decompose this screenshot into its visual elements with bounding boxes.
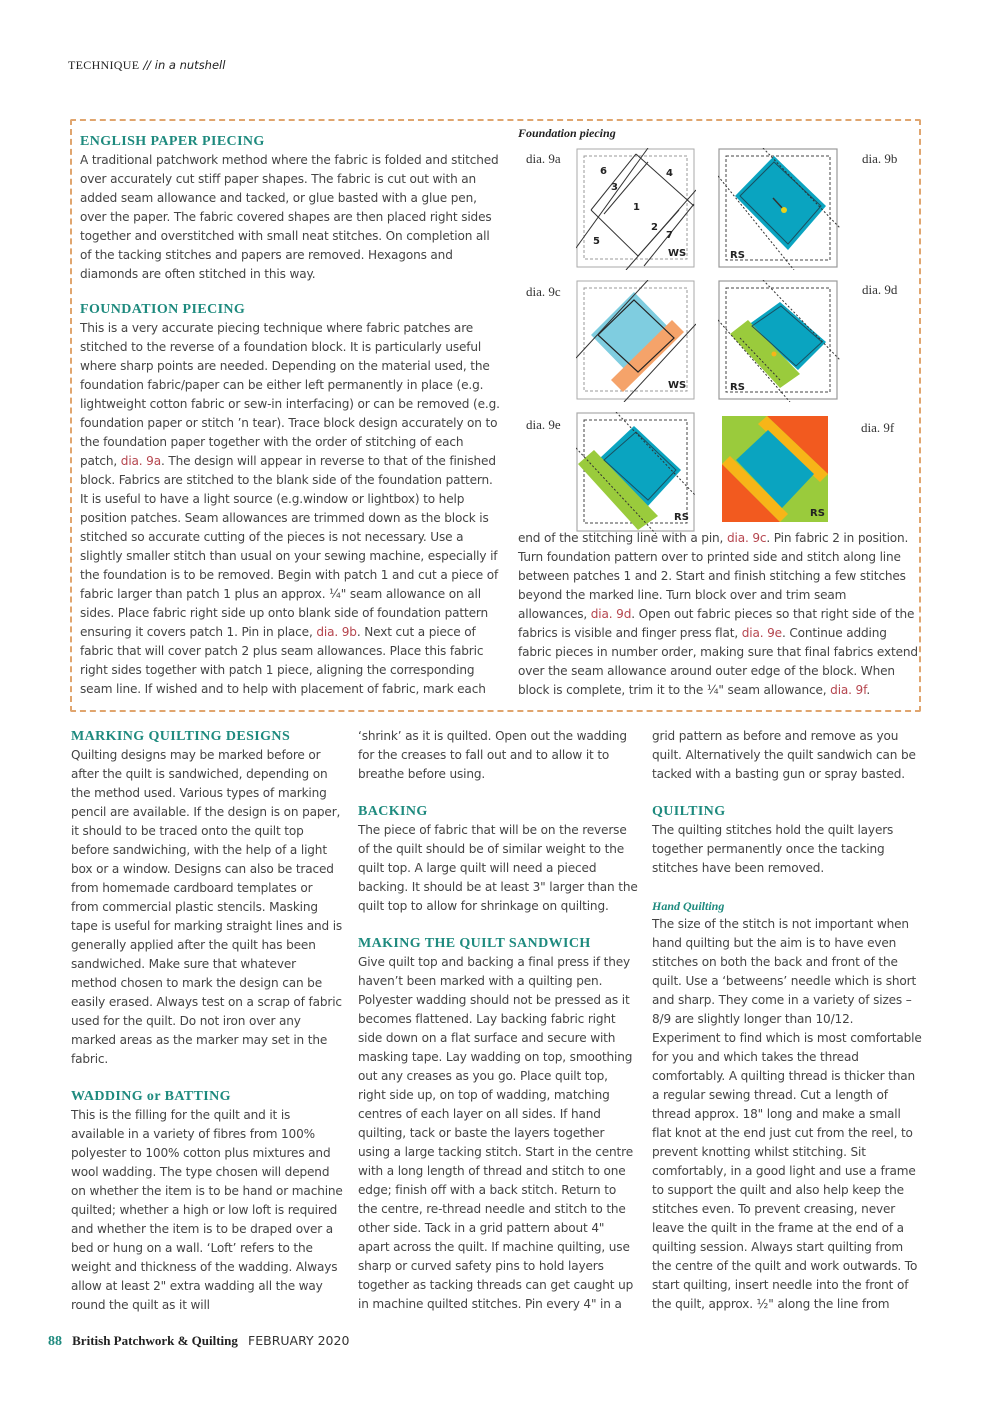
- diagram-9e: [576, 412, 696, 534]
- column-2: [358, 727, 638, 1314]
- heading-quilt-sandwich: MAKING THE QUILT SANDWICH: [358, 936, 591, 951]
- svg-text:RS: RS: [730, 250, 745, 261]
- svg-text:WS: WS: [668, 248, 687, 259]
- svg-text:7: 7: [666, 230, 673, 241]
- fp-text-7: . Continue adding fabric pieces in number order, making sure that final fabrics extend over the seam allowance around outer edge of the block. When block is complete, trim it to the ¼" seam allowance,: [518, 626, 918, 697]
- label-dia-9c: dia. 9c: [526, 284, 561, 299]
- header-separator: //: [143, 58, 151, 72]
- running-header: [68, 58, 225, 73]
- ref-dia-9c[interactable]: dia. 9c: [726, 531, 767, 545]
- column-1: [71, 728, 343, 1315]
- label-dia-9d: dia. 9d: [862, 282, 898, 297]
- fp-text-2: . The design will appear in reverse to that of the finished block. Fabrics are stitched to the blank side of the foundation pattern. It is useful to have a light source (e.g.window or lightbox) to help position patches. Seam allowances are trimmed down as the block is stitched so accurate cutting of the pieces is not necessary. Use a slightly smaller stitch than usual on your sewing machine, especially if the foundation is to be removed. Begin with patch 1 and cut a piece of fabric larger than patch 1 plus an approx. ¼" seam allowance on all sides. Place fabric right side up onto blank side of foundation pattern ensuring it covers patch 1. Pin in place,: [80, 454, 499, 639]
- svg-text:WS: WS: [668, 380, 687, 391]
- svg-text:RS: RS: [674, 512, 689, 523]
- heading-wadding: WADDING or BATTING: [71, 1089, 231, 1104]
- fp-text-6: . Open out fabric pieces so that right side of the fabrics is visible and finger press flat,: [518, 607, 915, 640]
- ref-dia-9f[interactable]: dia. 9f: [830, 683, 867, 697]
- fp-text-5: . Pin fabric 2 in position. Turn foundation pattern over to printed side and stitch along line between patches 1 and 2. Start and finish stitching a few stitches beyond the marked line. Turn block over and trim seam allowances,: [518, 531, 909, 621]
- fp-text-4: end of the stitching line with a pin,: [518, 531, 727, 545]
- svg-text:4: 4: [666, 168, 673, 179]
- diagram-9d: [718, 280, 840, 402]
- label-dia-9e: dia. 9e: [526, 417, 561, 432]
- svg-text:RS: RS: [730, 382, 745, 393]
- diagram-9c: [576, 280, 696, 402]
- ref-dia-9d[interactable]: dia. 9d: [590, 607, 632, 621]
- svg-text:3: 3: [611, 182, 618, 193]
- section-label: TECHNIQUE: [68, 58, 140, 72]
- svg-text:5: 5: [593, 236, 600, 247]
- foundation-piecing-body: [80, 319, 504, 699]
- fp-text-3: . Next cut a piece of fabric that will cover patch 2 plus seam allowances. Place this fabric right sides together with patch 1 piece, aligning the corresponding seam line. If wished and to help with placement of fabric, mark each: [80, 625, 486, 696]
- sandwich-continued: grid pattern as before and remove as you quilt. Alternatively the quilt sandwich can be tacked with a basting gun or spray basted.: [652, 729, 916, 781]
- header-subtitle: in a nutshell: [154, 58, 226, 72]
- fp-text-8: .: [866, 683, 871, 697]
- quilting-body: The quilting stitches hold the quilt layers together permanently once the tacking stitches have been removed.: [652, 823, 894, 875]
- sandwich-body: Give quilt top and backing a final press if they haven’t been marked with a quilting pen. Polyester wadding should not be pressed as it becomes flattened. Lay backing fabric right side down on a flat surface and secure with masking tape. Lay wadding on top, smoothing out any creases as you go. Place quilt top, right side up, on top of wadding, matching centres of each layer on all sides. If hand quilting, tack or baste the layers together using a large tacking stitch. Start in the centre with a long length of thread and stitch to one edge; finish off with a back stitch. Return to the centre, re-thread needle and stitch to the other side. Tack in a grid pattern about 4" apart across the quilt. If machine quilting, use sharp or curved safety pins to hold layers together as tacking threads can get caught up in machine quilted stitches. Pin every 4" in a: [358, 955, 634, 1311]
- english-paper-piecing-body: A traditional patchwork method where the fabric is folded and stitched over accurately cut stiff paper shapes. The fabric is cut out with an added seam allowance and tacked, or glue basted with a glue pen, over the paper. The fabric covered shapes are then placed right sides together and overstitched with small neat stitches. On completion all of the tacking stitches and papers are removed. Hexagons and diamonds are often stitched in this way.: [80, 153, 499, 281]
- svg-text:2: 2: [651, 222, 658, 233]
- diagram-9a: [576, 148, 696, 270]
- boxed-left-column: [80, 133, 504, 699]
- wadding-continued: ‘shrink’ as it is quilted. Open out the wadding for the creases to fall out and to allow it to breathe before using.: [358, 729, 627, 781]
- label-dia-9a: dia. 9a: [526, 151, 561, 166]
- ref-dia-9a[interactable]: dia. 9a: [120, 454, 161, 468]
- fp-text-1: This is a very accurate piecing technique where fabric patches are stitched to the reverse of a foundation block. It is particularly useful where sharp points are needed. Depending on the material used, the foundation fabric/paper can be either left permanently in place (e.g. lightweight cotton fabric or sew-in interfacing) or can be removed (e.g. foundation paper or stitch ’n tear). Trace block design accurately on to the foundation paper together with the order of stitching of each patch,: [80, 321, 500, 468]
- patch-6: 6: [600, 166, 607, 177]
- issue-date: FEBRUARY 2020: [248, 1333, 350, 1348]
- page-number: 88: [48, 1334, 62, 1349]
- heading-marking-quilting-designs: MARKING QUILTING DESIGNS: [71, 729, 291, 744]
- boxed-right-column: [518, 529, 918, 700]
- label-dia-9f: dia. 9f: [861, 420, 895, 435]
- svg-text:RS: RS: [810, 508, 825, 519]
- label-dia-9b: dia. 9b: [862, 151, 898, 166]
- foundation-piecing-continued: [518, 529, 918, 700]
- ref-dia-9b[interactable]: dia. 9b: [316, 625, 357, 639]
- svg-text:1: 1: [633, 202, 640, 213]
- heading-english-paper-piecing: ENGLISH PAPER PIECING: [80, 134, 265, 149]
- column-3: [652, 727, 922, 1314]
- page-footer: [48, 1333, 349, 1350]
- magazine-title: British Patchwork & Quilting: [72, 1333, 238, 1348]
- marking-body: Quilting designs may be marked before or after the quilt is sandwiched, depending on the method used. Various types of marking pencil are available. If the design is on paper, it should to be traced onto the quilt top before sandwiching, with the help of a light box or a window. Designs can also be traced from homemade cardboard templates or from commercial plastic stencils. Masking tape is useful for marking straight lines and is generally applied after the quilt has been sandwiched. Make sure that whatever method chosen to mark the design can be easily erased. Always test on a scrap of fabric used for the quilt. Do not iron over any marked areas as the marker may set in the fabric.: [71, 748, 343, 1066]
- heading-foundation-piecing: FOUNDATION PIECING: [80, 302, 246, 317]
- subheading-hand-quilting: Hand Quilting: [652, 899, 725, 913]
- wadding-body: This is the filling for the quilt and it is available in a variety of fibres from 100% polyester to 100% cotton plus mixtures and wool wadding. The type chosen will depend on whether the item is to be hand or machine quilted; whether a high or low loft is required and whether the item is to be draped over a bed or hung on a wall. ‘Loft’ refers to the weight and thickness of the wadding. Always allow at least 2" extra wadding all the way round the quilt as it will: [71, 1108, 343, 1312]
- heading-quilting: QUILTING: [652, 804, 726, 819]
- heading-backing: BACKING: [358, 804, 428, 819]
- hand-quilting-body: The size of the stitch is not important when hand quilting but the aim is to have even stitches on both the back and front of the quilt. Use a ‘betweens’ needle which is short and sharp. They come in a variety of sizes – 8/9 are slightly longer than 10/12. Experiment to find which is most comfortable for you and which takes the thread comfortably. A quilting thread is thicker than a regular sewing thread. Cut a length of thread approx. 18" long and make a small flat knot at the end just cut from the reel, to prevent knotting whilst stitching. Sit comfortably, in a good light and use a frame to support the quilt and also help keep the stitches even. To prevent creasing, never leave the quilt in the frame at the end of a quilting session. Always start quilting from the centre of the quilt and work outwards. To start quilting, insert needle into the front of the quilt, approx. ½" along the line from: [652, 917, 922, 1311]
- figure-title: Foundation piecing: [518, 126, 616, 140]
- backing-body: The piece of fabric that will be on the reverse of the quilt should be of similar weight to the quilt top. A large quilt will need a pieced backing. It should be at least 3" larger than the quilt top to allow for shrinkage on quilting.: [358, 823, 638, 913]
- diagram-9b: [718, 148, 840, 270]
- ref-dia-9e[interactable]: dia. 9e: [741, 626, 782, 640]
- diagram-9f: [722, 416, 828, 522]
